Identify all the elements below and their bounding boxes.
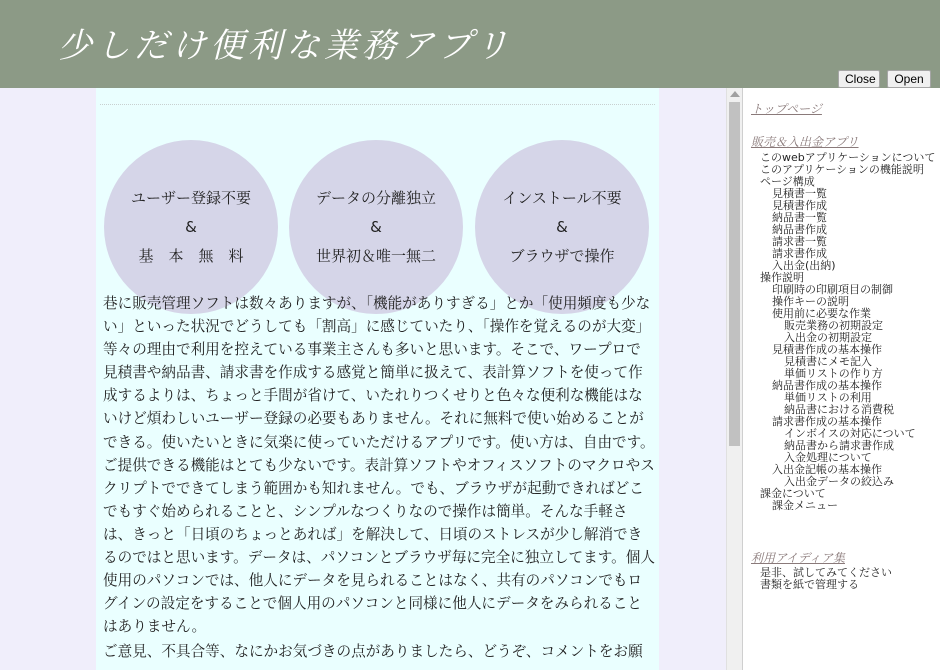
feedback-paragraph: ご意見、不具合等、なにかお気づきの点がありましたら、どうぞ、コメントをお願 [103,643,643,660]
nav-item-prerequisites[interactable]: 使用前に必要な作業 [772,307,871,320]
nav-item-estimate-create[interactable]: 見積書作成 [772,199,827,212]
nav-item-key-guide[interactable]: 操作キーの説明 [772,295,849,308]
nav-link-top-page[interactable]: トップページ [751,102,822,116]
main-content [96,88,659,670]
divider [100,104,655,105]
nav-item-print-control[interactable]: 印刷時の印刷項目の制御 [772,283,893,296]
feature-ampersand: & [185,217,197,236]
app-title: 少しだけ便利な業務アプリ [58,26,513,66]
nav-item-invoice-create[interactable]: 請求書作成 [772,247,827,260]
nav-item-about-webapp[interactable]: このwebアプリケーションについて [760,151,936,164]
feature-ampersand: & [556,217,568,236]
nav-item-delivery-basics[interactable]: 納品書作成の基本操作 [772,379,882,392]
nav-item-cashbook[interactable]: 入出金(出納) [772,259,836,272]
nav-heading-ideas[interactable]: 利用アイディア集 [751,551,845,565]
nav-item-sales-setup[interactable]: 販売業務の初期設定 [784,319,883,332]
nav-item-invoice-system[interactable]: インボイスの対応について [784,427,916,440]
nav-item-cash-setup[interactable]: 入出金の初期設定 [784,331,872,344]
nav-item-price-list-use[interactable]: 単価リストの利用 [784,391,872,404]
nav-item-features[interactable]: このアプリケーションの機能説明 [760,163,924,176]
feature-title: ユーザー登録不要 [130,188,251,207]
nav-item-billing-menu[interactable]: 課金メニュー [772,499,838,512]
nav-item-cashbook-basics[interactable]: 入出金記帳の基本操作 [772,463,882,476]
nav-item-paper-documents[interactable]: 書類を紙で管理する [760,578,859,591]
nav-item-delivery-tax[interactable]: 納品書における消費税 [784,403,894,416]
nav-item-operation-guide[interactable]: 操作説明 [760,271,804,284]
feature-ampersand: & [370,217,382,236]
nav-sidebar [742,88,940,670]
close-button[interactable]: Close [838,70,880,88]
nav-item-estimate-list[interactable]: 見積書一覧 [772,187,827,200]
nav-item-price-list-create[interactable]: 単価リストの作り方 [784,367,883,380]
feature-circle-install [475,140,649,314]
nav-item-estimate-basics[interactable]: 見積書作成の基本操作 [772,343,882,356]
nav-item-cashbook-filter[interactable]: 入出金データの絞込み [784,475,894,488]
nav-item-billing-about[interactable]: 課金について [760,487,826,500]
feature-title: データの分離独立 [315,188,436,207]
feature-title: インストール不要 [502,188,622,207]
nav-item-delivery-to-invoice[interactable]: 納品書から請求書作成 [784,439,894,452]
nav-item-estimate-memo[interactable]: 見積書にメモ記入 [784,355,872,368]
nav-item-payment-processing[interactable]: 入金処理について [784,451,872,464]
feature-subtitle: 世界初＆唯一無二 [315,246,436,265]
feature-circle-registration [104,140,278,314]
nav-item-delivery-list[interactable]: 納品書一覧 [772,211,827,224]
header-bar [0,0,940,88]
nav-item-invoice-list[interactable]: 請求書一覧 [772,235,827,248]
open-button[interactable]: Open [887,70,931,88]
nav-item-try-it[interactable]: 是非、試してみてください [760,566,892,579]
feature-circle-data-separation [289,140,463,314]
feature-subtitle: 基 本 無 料 [138,246,244,265]
intro-paragraph: 巷に販売管理ソフトは数々ありますが、「機能がありすぎる」とか「使用頻度も少ない」といった状況でどうしても「割高」に感じていたり、「操作を覚えるのが大変」等々の理由で利用を控えている事業主さんも多いと思います。そこで、ワープロで見積書や納品書、請求書を作成する感覚と簡単に扱えて、表計算ソフトを使って作成するよりは、ちょっと手間が省けて、いたれりつくせりと色々な便利な機能はないけど煩わしいユーザー登録の必要もありません。それに無料で使い始めることができる。使いたいときに気楽に使っていただけるアプリです。使い方は、自由です。ご提供できる機能はとても少ないです。表計算ソフトやオフィスソフトのマクロやスクリプトでできてしまう範囲かも知れません。でも、ブラウザが起動できればどこでもすぐ始められることと、シンプルなつくりなので操作は簡単。そんな手軽さは、きっと「日頃のちょっとあれば」を解決して、日頃のストレスが少し解消できるのではと思います。データは、パソコンとブラウザ毎に完全に独立してます。個人使用のパソコンでは、他人にデータを見られることはなく、共有のパソコンでもログインの設定をすることで個人用のパソコンと同様に他人にデータをみられることはありません。 [103,295,655,636]
nav-item-page-structure[interactable]: ページ構成 [760,175,815,188]
scroll-up-arrow-icon[interactable] [730,91,740,97]
nav-heading-sales[interactable]: 販売＆入出金アプリ [751,135,859,149]
feature-subtitle: ブラウザで操作 [509,246,615,265]
nav-item-delivery-create[interactable]: 納品書作成 [772,223,827,236]
scroll-thumb[interactable] [729,102,740,446]
main-scrollbar[interactable] [726,88,742,670]
nav-item-invoice-basics[interactable]: 請求書作成の基本操作 [772,415,882,428]
